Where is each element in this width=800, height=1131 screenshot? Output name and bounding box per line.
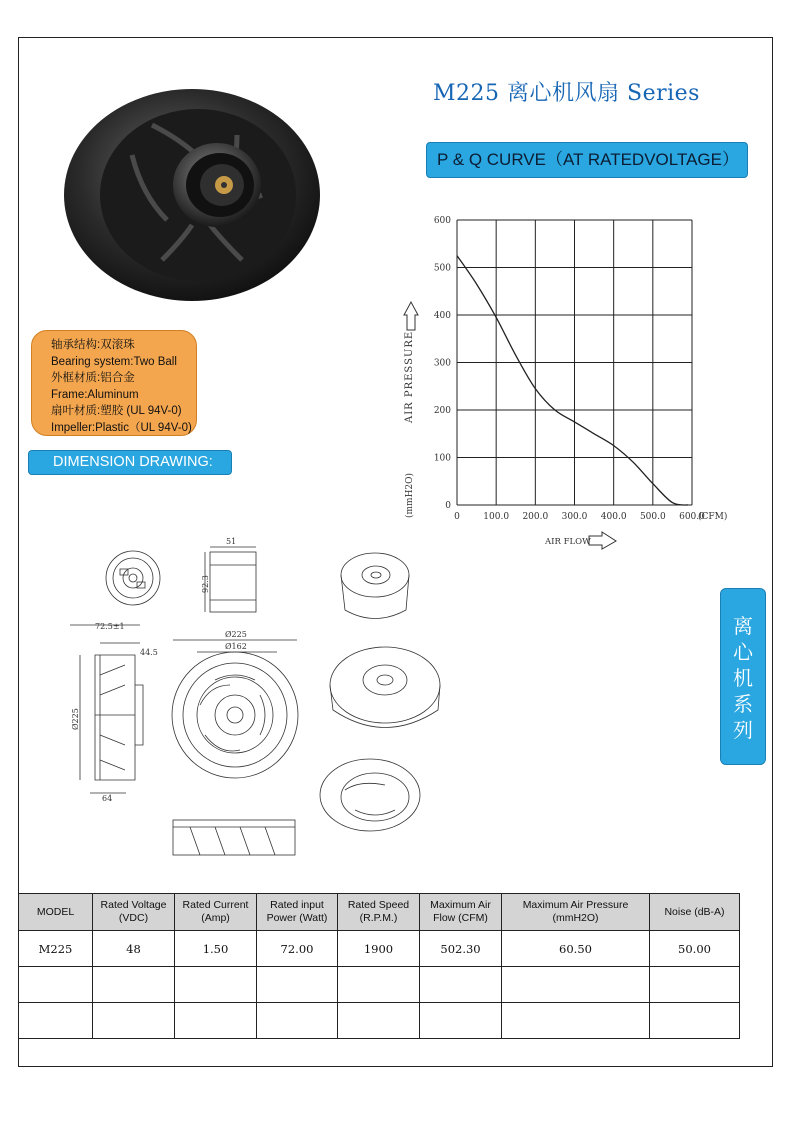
spec-line: Impeller:Plastic（UL 94V-0) <box>51 421 192 434</box>
table-cell <box>257 967 338 1003</box>
fan-front-drawing <box>172 640 298 778</box>
side-tab-char: 离 <box>733 616 753 638</box>
column-header: Rated Current (Amp) <box>175 894 257 931</box>
product-photo <box>32 45 354 307</box>
spec-line: Frame:Aluminum <box>51 388 139 401</box>
table-cell <box>420 1003 502 1039</box>
spec-line: 外框材质:铝合金 <box>51 372 135 385</box>
dim-92-label: 92.3 <box>201 575 210 593</box>
motor-iso-drawing <box>341 553 409 619</box>
table-row <box>19 1003 740 1039</box>
x-axis-title <box>544 532 616 549</box>
fan-bottom-drawing <box>320 759 420 831</box>
x-tick-label: 200.0 <box>522 512 549 522</box>
table-cell: 60.50 <box>502 931 650 967</box>
dim-64-label: 64 <box>102 794 113 803</box>
table-cell: 502.30 <box>420 931 502 967</box>
x-tick-label: 100.0 <box>483 512 510 522</box>
y-unit-label: (mmH2O) <box>405 472 415 518</box>
x-unit-label: (CFM) <box>698 512 728 522</box>
table-row <box>19 931 740 967</box>
y-tick-labels <box>434 216 451 511</box>
y-tick-label: 400 <box>433 311 451 321</box>
table-cell: M225 <box>19 931 93 967</box>
y-axis-label: AIR PRESSURE <box>404 330 415 423</box>
table-cell: 1900 <box>338 931 420 967</box>
column-header: Rated Voltage (VDC) <box>93 894 175 931</box>
y-tick-label: 300 <box>433 358 451 369</box>
table-cell <box>19 1003 93 1039</box>
side-tab-char: 心 <box>733 642 753 664</box>
x-tick-label: 300.0 <box>561 512 588 522</box>
table-header-row <box>19 894 740 931</box>
dim-72-label: 72.5±1 <box>95 622 125 631</box>
table-cell <box>650 1003 740 1039</box>
pq-curve-line <box>457 256 688 505</box>
chart-grid <box>457 220 692 505</box>
side-tab-char: 机 <box>733 668 753 690</box>
table-cell: 50.00 <box>650 931 740 967</box>
dim-44-label: 44.5 <box>140 648 158 657</box>
table-cell <box>338 967 420 1003</box>
spec-line: 扇叶材质:塑胶 (UL 94V-0) <box>51 405 182 418</box>
x-axis-label: AIR FLOW <box>545 537 591 547</box>
x-tick-label: 600.0 <box>679 512 705 522</box>
dim-162-label: Ø162 <box>225 642 247 651</box>
fan-profile-drawing <box>173 820 295 855</box>
table-cell <box>338 1003 420 1039</box>
table-cell: 1.50 <box>175 931 257 967</box>
pq-curve-banner: P & Q CURVE（AT RATEDVOLTAGE） <box>426 142 748 178</box>
spec-line: Bearing system:Two Ball <box>51 355 177 368</box>
side-tab-char: 列 <box>733 720 753 742</box>
table-cell <box>502 1003 650 1039</box>
back-view-drawing <box>106 551 160 605</box>
table-cell <box>257 1003 338 1039</box>
x-tick-label: 500.0 <box>639 512 666 522</box>
pq-chart <box>395 205 735 555</box>
column-header: MODEL <box>19 894 93 931</box>
y-tick-label: 0 <box>445 501 451 511</box>
table-cell <box>19 967 93 1003</box>
y-tick-label: 100 <box>433 453 451 464</box>
spec-line: 轴承结构:双滚珠 <box>51 339 135 351</box>
table-cell <box>420 967 502 1003</box>
dim-225-front-label: Ø225 <box>225 630 247 639</box>
fan-side-drawing <box>70 625 143 793</box>
y-tick-label: 200 <box>433 406 451 416</box>
y-tick-label: 500 <box>433 263 451 274</box>
x-axis-arrow-icon <box>589 532 616 549</box>
series-side-tab <box>720 588 766 765</box>
table-cell <box>650 967 740 1003</box>
y-tick-label: 600 <box>433 216 451 226</box>
dim-51-label: 51 <box>226 537 237 546</box>
y-axis-arrow-icon <box>404 302 418 330</box>
column-header: Maximum Air Flow (CFM) <box>420 894 502 931</box>
table-cell <box>175 1003 257 1039</box>
y-axis-title <box>404 302 418 518</box>
side-tab-char: 系 <box>733 694 753 716</box>
table-cell <box>93 967 175 1003</box>
spec-table <box>18 893 740 1039</box>
table-cell <box>175 967 257 1003</box>
dim-225-side-label: Ø225 <box>71 708 80 730</box>
dimension-drawings <box>40 535 460 870</box>
table-cell: 72.00 <box>257 931 338 967</box>
x-tick-labels <box>454 512 705 522</box>
fan-iso-drawing <box>330 647 440 728</box>
specs-box <box>31 330 197 436</box>
table-cell <box>93 1003 175 1039</box>
column-header: Rated Speed (R.P.M.) <box>338 894 420 931</box>
dimension-drawing-banner: DIMENSION DRAWING: <box>28 450 232 475</box>
x-tick-label: 400.0 <box>600 512 627 522</box>
motor-side-drawing <box>205 547 256 612</box>
table-cell <box>502 967 650 1003</box>
page-title: M225 离心机风扇 Series <box>433 81 700 106</box>
column-header: Noise (dB-A) <box>650 894 740 931</box>
column-header: Maximum Air Pressure (mmH2O) <box>502 894 650 931</box>
x-tick-label: 0 <box>454 512 460 522</box>
table-cell: 48 <box>93 931 175 967</box>
column-header: Rated input Power (Watt) <box>257 894 338 931</box>
table-row <box>19 967 740 1003</box>
